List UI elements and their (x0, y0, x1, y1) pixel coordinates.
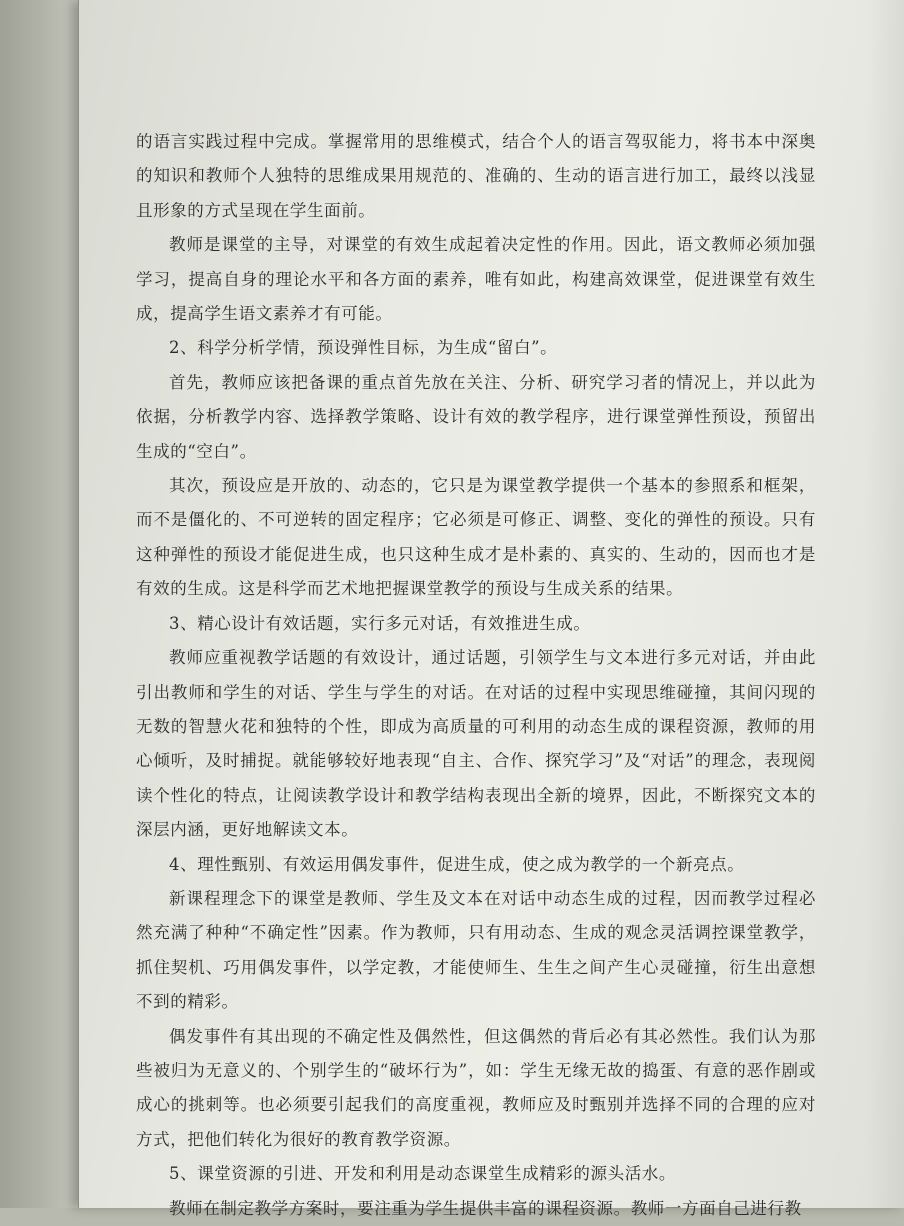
paragraph-10: 偶发事件有其出现的不确定性及偶然性，但这偶然的背后必有其必然性。我们认为那些被归为无意义的、个别学生的“破坏行为”，如：学生无缘无故的捣蛋、有意的恶作剧或成心的挑刺等。也必须要引起我们的高度重视，教师应及时甄别并选择不同的合理的应对方式，把他们转化为很好的教育教学资源。 (136, 1026, 816, 1149)
previous-page-edge (0, 0, 84, 1208)
section-heading-2: 2、科学分析学情，预设弹性目标，为生成“留白”。 (169, 338, 558, 358)
section-heading-3: 3、精心设计有效话题，实行多元对话，有效推进生成。 (169, 613, 591, 633)
paragraph-2: 教师是课堂的主导，对课堂的有效生成起着决定性的作用。因此，语文教师必须加强学习，提高自身的理论水平和各方面的素养，唯有如此，构建高效课堂，促进课堂有效生成，提高学生语文素养才有可能。 (136, 235, 816, 324)
document-body (136, 125, 816, 1226)
page-shadow (865, 0, 904, 1208)
paragraph-9: 新课程理念下的课堂是教师、学生及文本在对话中动态生成的过程，因而教学过程必然充满了种种“不确定性”因素。作为教师，只有用动态、生成的观念灵活调控课堂教学，抓住契机、巧用偶发事件，以学定教，才能使师生、生生之间产生心灵碰撞，衍生出意想不到的精彩。 (136, 888, 816, 1012)
paragraph-4: 首先，教师应该把备课的重点首先放在关注、分析、研究学习者的情况上，并以此为依据，分析教学内容、选择教学策略、设计有效的教学程序，进行课堂弹性预设，预留出生成的“空白”。 (136, 372, 816, 461)
section-heading-4: 4、理性甄别、有效运用偶发事件，促进生成，使之成为教学的一个新亮点。 (169, 854, 745, 874)
paragraph-7: 教师应重视教学话题的有效设计，通过话题，引领学生与文本进行多元对话，并由此引出教师和学生的对话、学生与学生的对话。在对话的过程中实现思维碰撞，其间闪现的无数的智慧火花和独特的个性，即成为高质量的可利用的动态生成的课程资源，教师的用心倾听，及时捕捉。就能够较好地表现“自主、合作、探究学习”及“对话”的理念，表现阅读个性化的特点，让阅读教学设计和教学结构表现出全新的境界，因此，不断探究文本的深层内涵，更好地解读文本。 (136, 648, 816, 840)
paragraph-5: 其次，预设应是开放的、动态的，它只是为课堂教学提供一个基本的参照系和框架，而不是僵化的、不可逆转的固定程序；它必须是可修正、调整、变化的弹性的预设。只有这种弹性的预设才能促进生成，也只这种生成才是朴素的、真实的、生动的，因而也才是有效的生成。这是科学而艺术地把握课堂教学的预设与生成关系的结果。 (136, 476, 816, 599)
paragraph-12: 教师在制定教学方案时，要注重为学生提供丰富的课程资源。教师一方面自己进行教 (169, 1198, 802, 1218)
paragraph-1: 的语言实践过程中完成。掌握常用的思维模式，结合个人的语言驾驭能力，将书本中深奥的知识和教师个人独特的思维成果用规范的、准确的、生动的语言进行加工，最终以浅显且形象的方式呈现在学生面前。 (136, 132, 816, 220)
section-heading-5: 5、课堂资源的引进、开发和利用是动态课堂生成精彩的源头活水。 (169, 1164, 676, 1184)
